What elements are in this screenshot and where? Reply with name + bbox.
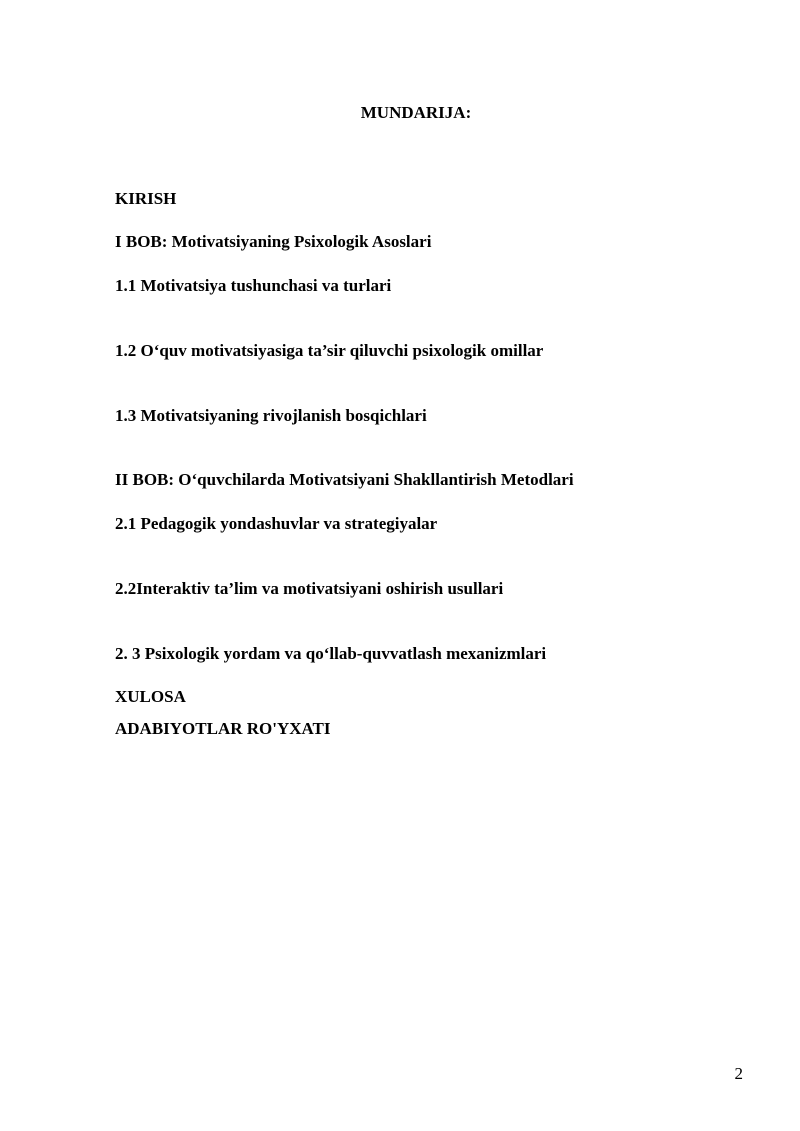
toc-item-1-3: 1.3 Motivatsiyaning rivojlanish bosqichlari	[115, 406, 427, 425]
toc-item-kirish: KIRISH	[115, 189, 177, 208]
page-number: 2	[734, 1064, 743, 1083]
toc-item-2-1: 2.1 Pedagogik yondashuvlar va strategiyalar	[115, 514, 438, 533]
toc-item-2-2: 2.2Interaktiv ta’lim va motivatsiyani oshirish usullari	[115, 579, 504, 598]
toc-item-references: ADABIYOTLAR RO'YXATI	[115, 719, 331, 738]
toc-item-chapter-1: I BOB: Motivatsiyaning Psixologik Asoslari	[115, 232, 432, 251]
page-title: MUNDARIJA:	[360, 103, 472, 122]
toc-item-1-1: 1.1 Motivatsiya tushunchasi va turlari	[115, 276, 392, 295]
toc-item-xulosa: XULOSA	[115, 687, 186, 706]
toc-item-1-2: 1.2 O‘quv motivatsiyasiga ta’sir qiluvchi psixologik omillar	[115, 341, 544, 360]
toc-item-2-3: 2. 3 Psixologik yordam va qo‘llab-quvvatlash mexanizmlari	[115, 644, 547, 663]
toc-item-chapter-2: II BOB: O‘quvchilarda Motivatsiyani Shakllantirish Metodlari	[115, 470, 574, 489]
